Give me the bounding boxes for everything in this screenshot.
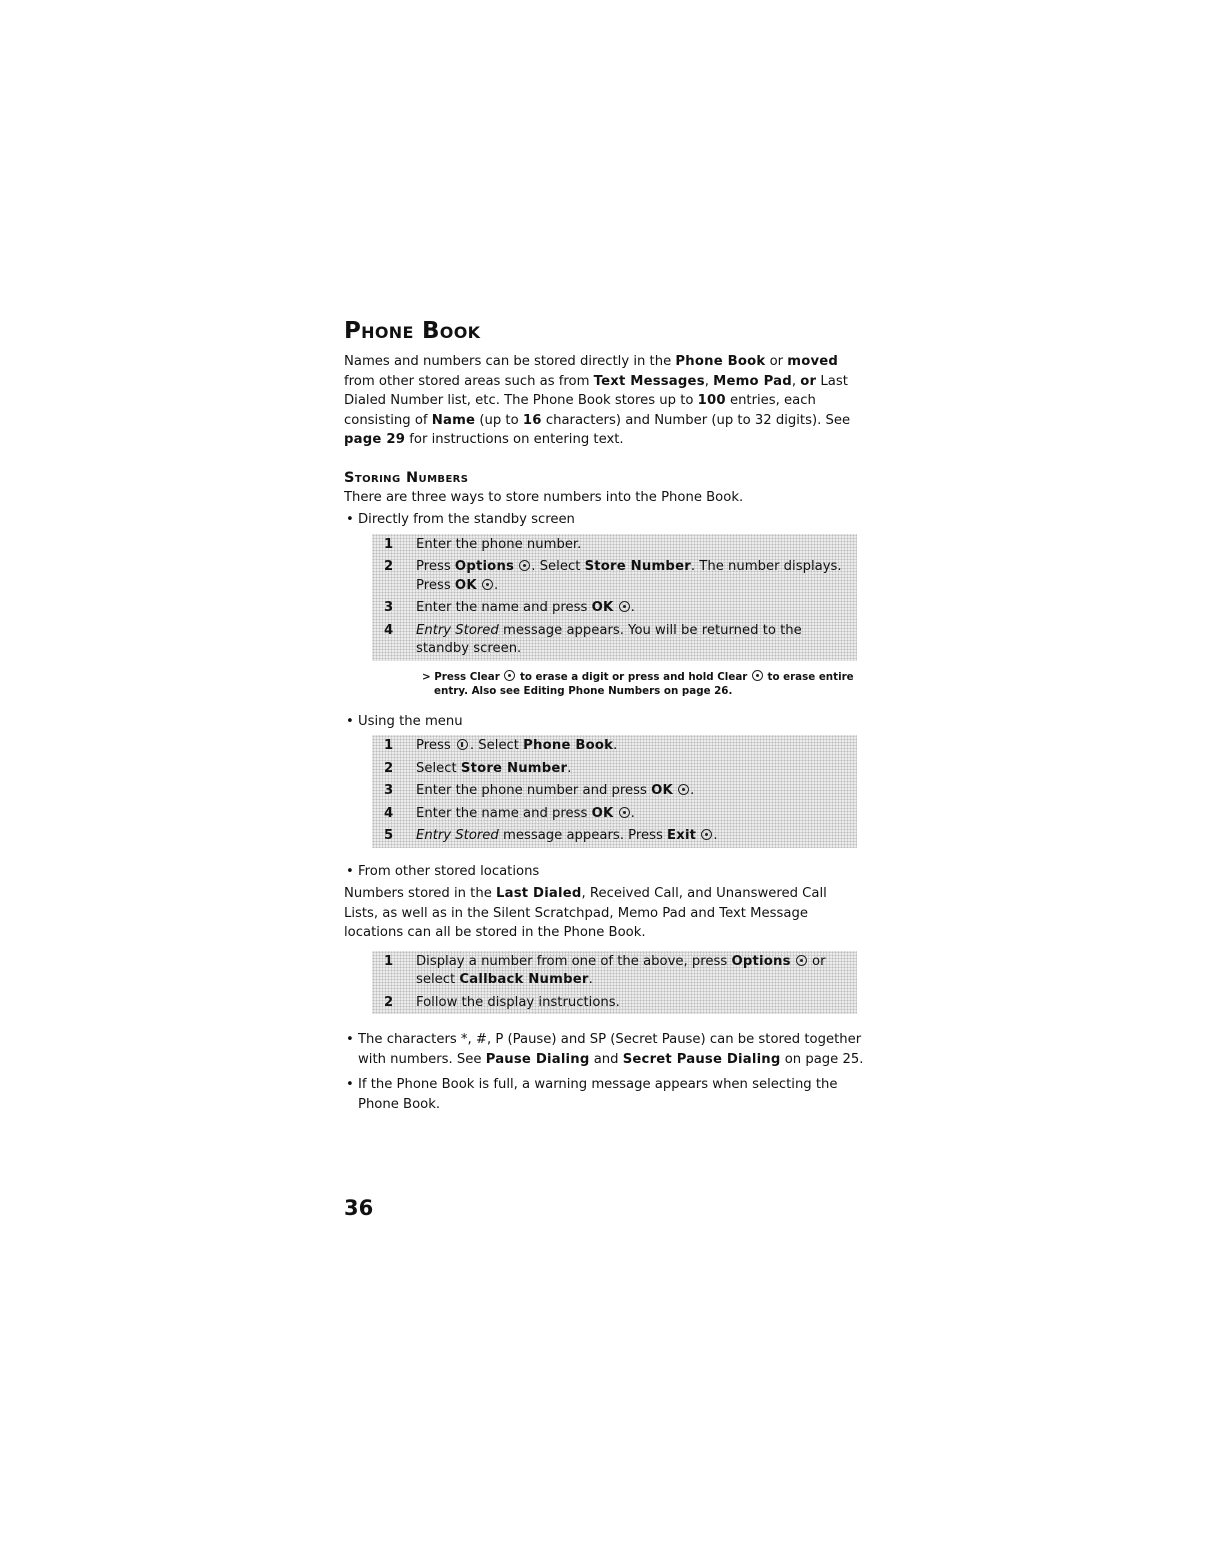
step-text-part: Enter the name and press [416, 600, 592, 615]
note-text: to erase entire entry. Also see [434, 670, 854, 697]
message-entry-stored: Entry Stored [416, 828, 499, 843]
bullet-label: From other stored locations [358, 863, 540, 879]
footnote-text: The characters *, #, P (Pause) and SP (Secret Pause) can be stored together with numbers. See [358, 1032, 862, 1067]
key-options: Options [731, 953, 791, 969]
keyword-pause-dialing: Pause Dialing [485, 1051, 590, 1067]
footnote-text: If the Phone Book is full, a warning message appears when selecting the Phone Book. [358, 1077, 838, 1112]
softkey-icon [619, 601, 630, 612]
key-clear: Clear [717, 670, 748, 683]
step-text-part: Display a number from one of the above, press [416, 953, 732, 969]
note-text: to erase a digit or press and hold [516, 670, 718, 683]
step [376, 780, 853, 803]
softkey-icon [482, 579, 493, 590]
bullet-dot: • [346, 512, 354, 527]
intro-keyword-name: Name [431, 412, 476, 428]
step-text-part: or select [416, 953, 826, 987]
steps-other-locations [372, 951, 857, 1015]
intro-text: Names and numbers can be stored directly in the [344, 354, 676, 369]
intro-keyword-phone-book: Phone Book [675, 354, 766, 369]
note-text: Press [434, 670, 470, 683]
intro-keyword-or: or [800, 373, 817, 389]
bullet-dot: • [346, 863, 354, 879]
intro-text: entries, each consisting of [344, 393, 816, 428]
step-text-part: . [588, 972, 593, 987]
key-store-number: Store Number [460, 760, 568, 776]
intro-keyword-page-29: page 29 [344, 432, 406, 447]
intro-text: from other stored areas such as from [344, 373, 594, 389]
storing-numbers-intro: There are three ways to store numbers into the Phone Book. [344, 489, 744, 505]
bullet-menu [344, 712, 864, 732]
intro-keyword-memo-pad: Memo Pad [713, 373, 792, 389]
step-text-part: . [493, 577, 499, 593]
softkey-icon [678, 784, 689, 795]
key-callback-number: Callback Number [459, 972, 589, 987]
step-text-part: Press [416, 738, 455, 753]
step-text-part: Enter the name and press [416, 805, 592, 821]
intro-text: Last Dialed Number list, etc. The Phone Book stores up to [344, 373, 848, 408]
step [376, 758, 853, 781]
step-text: Enter the phone number. [416, 536, 582, 552]
step-text [416, 953, 853, 990]
intro-text: (up to [475, 412, 523, 428]
step-text [416, 599, 853, 618]
step [376, 825, 853, 848]
para-text: , Received Call, and Unanswered Call Lists, as well as in the Silent Scratchpad, Memo Pad and Text Message locations can all be stored in the Phone Book. [344, 886, 827, 940]
key-ok: OK [651, 783, 673, 798]
step [376, 992, 853, 1015]
key-phone-book: Phone Book [523, 738, 614, 753]
step-number: 5 [384, 828, 394, 843]
step [376, 735, 853, 758]
intro-keyword-moved: moved [787, 354, 839, 369]
keyword-last-dialed: Last Dialed [496, 886, 582, 901]
step-text: Follow the display instructions. [416, 994, 620, 1010]
step-number: 4 [384, 622, 394, 638]
step-number: 1 [384, 738, 394, 753]
step-text [416, 782, 853, 801]
intro-text: , [791, 373, 801, 389]
bullet-dot: • [346, 1032, 354, 1047]
step-number: 3 [384, 600, 394, 615]
step-number: 3 [384, 783, 394, 798]
key-options: Options [454, 559, 515, 574]
footnote-full [344, 1075, 864, 1114]
step-text-part: . [713, 828, 718, 843]
bullet-dot: • [346, 1077, 354, 1092]
key-exit: Exit [667, 828, 697, 843]
softkey-icon [504, 670, 515, 681]
step-text [416, 827, 853, 846]
step [376, 951, 853, 992]
step-text-part: Select [416, 760, 461, 776]
step-text-part: message appears. You will be returned to the standby screen. [416, 622, 802, 656]
step-text-part: . Select [469, 738, 524, 753]
softkey-icon [796, 955, 807, 966]
bullet-label: Using the menu [358, 713, 463, 729]
step-text-part: . [630, 805, 635, 821]
bullet-label: Directly from the standby screen [358, 512, 575, 527]
section-title-storing-numbers: Storing Numbers [344, 469, 469, 486]
step-number: 1 [384, 953, 394, 969]
message-entry-stored: Entry Stored [416, 622, 499, 638]
step-text [416, 805, 853, 824]
intro-text: characters) and Number (up to 32 digits). See [541, 412, 851, 428]
step-number: 4 [384, 805, 394, 821]
step-number: 2 [384, 994, 394, 1010]
footnote-characters [344, 1030, 864, 1069]
key-ok: OK [591, 600, 614, 615]
key-store-number: Store Number [584, 559, 691, 574]
step-number: 2 [384, 760, 394, 776]
note-link-editing: Editing Phone Numbers [523, 684, 661, 697]
steps-menu [372, 735, 857, 848]
step-text-part: Press [416, 559, 455, 574]
footnote-text: and [589, 1051, 623, 1067]
step [376, 556, 853, 597]
intro-keyword-text-messages: Text Messages [593, 373, 705, 389]
step-text-part: message appears. Press [498, 828, 668, 843]
bullet-dot: • [346, 713, 354, 729]
step-text [416, 760, 853, 779]
steps-standby [372, 534, 857, 661]
step-number: 2 [384, 559, 394, 574]
bullet-other-locations [344, 862, 864, 882]
key-clear: Clear [469, 670, 500, 683]
step-text [416, 558, 853, 595]
intro-text: for instructions on entering text. [405, 432, 624, 447]
page-title: Phone Book [344, 318, 481, 344]
step [376, 597, 853, 620]
note-arrow: > [422, 670, 431, 683]
intro-keyword-16: 16 [522, 412, 542, 428]
note-clear [422, 670, 864, 698]
footnote-text: on page 25. [780, 1051, 864, 1067]
note-text: on page 26. [660, 684, 733, 697]
softkey-icon [701, 829, 712, 840]
step [376, 803, 853, 826]
page-number: 36 [344, 1196, 374, 1220]
softkey-icon [619, 807, 630, 818]
intro-text: or [765, 354, 788, 369]
step [376, 534, 853, 557]
step-text-part: . [630, 600, 635, 615]
other-locations-paragraph [344, 884, 864, 943]
intro-paragraph [344, 352, 864, 450]
key-ok: OK [454, 577, 477, 593]
step-text-part: Enter the phone number and press [416, 783, 652, 798]
keyword-secret-pause-dialing: Secret Pause Dialing [622, 1051, 781, 1067]
step [376, 620, 853, 661]
key-ok: OK [591, 805, 614, 821]
page-content [344, 318, 864, 1114]
intro-text: , [704, 373, 714, 389]
softkey-icon [519, 560, 530, 571]
step-text [416, 622, 853, 659]
intro-keyword-100: 100 [697, 393, 726, 408]
step-text-part: . [567, 760, 572, 776]
menu-icon [457, 739, 468, 750]
step-text-part: . Select [531, 559, 585, 574]
step-text-part: . [690, 783, 695, 798]
step-text [416, 737, 853, 756]
step-text-part: . [613, 738, 618, 753]
bullet-standby [344, 510, 864, 530]
step-text-part: . The number displays. Press [416, 559, 842, 593]
para-text: Numbers stored in the [344, 886, 497, 901]
softkey-icon [752, 670, 763, 681]
step-number: 1 [384, 536, 394, 552]
